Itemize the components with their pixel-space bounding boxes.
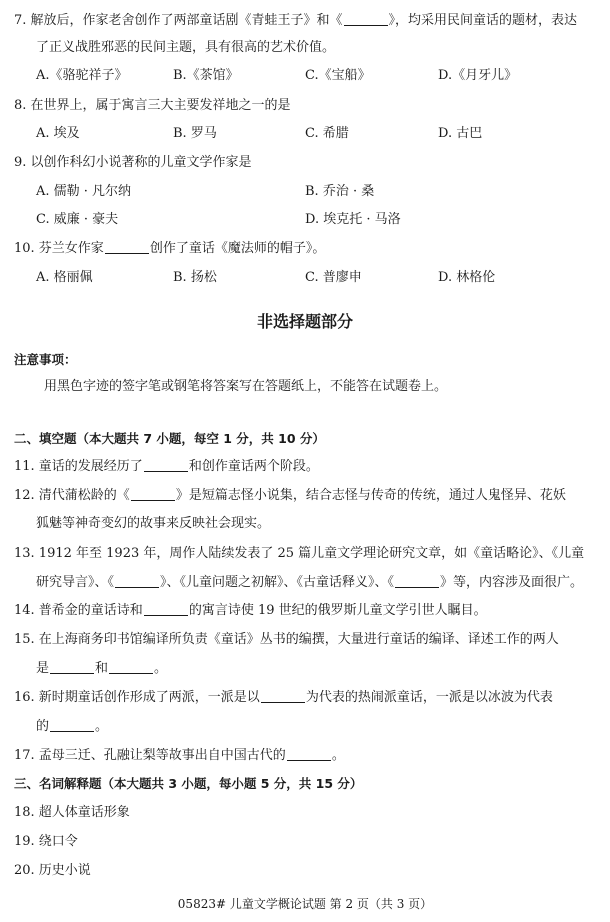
q8-option-b: B. 罗马 bbox=[173, 126, 217, 141]
question-7-stem-cont: 了正义战胜邪恶的民间主题，具有很高的艺术价值。 bbox=[36, 40, 336, 55]
q9-option-d: D. 埃克托 · 马洛 bbox=[305, 212, 401, 227]
question-12-cont: 狐魅等神奇变幻的故事来反映社会现实。 bbox=[36, 516, 271, 531]
q10-option-c: C. 普廖申 bbox=[305, 270, 362, 285]
q8-option-c: C. 希腊 bbox=[305, 126, 349, 141]
answer-blank bbox=[105, 239, 149, 254]
answer-blank bbox=[50, 659, 94, 674]
question-15: 15. 在上海商务印书馆编译所负责《童话》丛书的编撰，大量进行童话的编译、译述工作的两人 bbox=[14, 632, 559, 647]
answer-blank bbox=[109, 659, 153, 674]
answer-blank bbox=[287, 746, 331, 761]
question-19: 19. 绕口令 bbox=[14, 834, 78, 849]
part-2-heading: 二、填空题（本大题共 7 小题，每空 1 分，共 10 分） bbox=[14, 431, 325, 446]
answer-blank bbox=[144, 457, 188, 472]
question-16-cont: 的 。 bbox=[36, 719, 109, 734]
page-footer: 05823# 儿童文学概论试题 第 2 页（共 3 页） bbox=[177, 897, 433, 911]
answer-blank bbox=[395, 573, 439, 588]
question-18: 18. 超人体童话形象 bbox=[14, 805, 130, 820]
q10-option-a: A. 格丽佩 bbox=[36, 270, 93, 285]
q9-option-a: A. 儒勒 · 凡尔纳 bbox=[36, 184, 132, 199]
question-17: 17. 孟母三迁、孔融让梨等故事出自中国古代的 。 bbox=[14, 748, 345, 763]
q10-option-b: B. 扬松 bbox=[173, 270, 217, 285]
answer-blank bbox=[131, 486, 175, 501]
notice-text: 用黑色字迹的签字笔或钢笔将答案写在答题纸上，不能答在试题卷上。 bbox=[44, 379, 448, 394]
q9-option-b: B. 乔治 · 桑 bbox=[305, 184, 375, 199]
q9-option-c: C. 威廉 · 豪夫 bbox=[36, 212, 119, 227]
question-16: 16. 新时期童话创作形成了两派，一派是以 为代表的热闹派童话，一派是以冰波为代表 bbox=[14, 690, 553, 705]
answer-blank bbox=[115, 573, 159, 588]
part-3-heading: 三、名词解释题（本大题共 3 小题，每小题 5 分，共 15 分） bbox=[14, 776, 363, 791]
q7-option-a: A.《骆驼祥子》 bbox=[36, 68, 128, 83]
section-title: 非选择题部分 bbox=[256, 312, 353, 331]
question-14: 14. 普希金的童话诗和 的寓言诗使 19 世纪的俄罗斯儿童文学引世人瞩目。 bbox=[14, 603, 487, 618]
question-20: 20. 历史小说 bbox=[14, 863, 91, 878]
q7-option-b: B.《茶馆》 bbox=[173, 68, 239, 83]
answer-blank bbox=[50, 717, 94, 732]
q8-option-d: D. 古巴 bbox=[438, 126, 483, 141]
question-11: 11. 童话的发展经历了 和创作童话两个阶段。 bbox=[14, 459, 319, 474]
question-15-cont: 是 和 。 bbox=[36, 661, 168, 676]
question-9-stem: 9. 以创作科幻小说著称的儿童文学作家是 bbox=[14, 155, 252, 170]
q7-option-c: C.《宝船》 bbox=[305, 68, 371, 83]
q8-option-a: A. 埃及 bbox=[36, 126, 80, 141]
question-7-stem: 7. 解放后，作家老舍创作了两部童话剧《青蛙王子》和《 》，均采用民间童话的题材，表达 bbox=[14, 13, 578, 28]
q10-option-d: D. 林格伦 bbox=[438, 270, 496, 285]
question-8-stem: 8. 在世界上，属于寓言三大主要发祥地之一的是 bbox=[14, 98, 291, 113]
question-13-cont: 研究导言》、《 》、《儿童问题之初解》、《古童话释义》、《 》等，内容涉及面很广。 bbox=[36, 575, 584, 590]
answer-blank bbox=[261, 688, 305, 703]
question-12: 12. 清代蒲松龄的《 》是短篇志怪小说集，结合志怪与传奇的传统，通过人鬼怪异、花妖 bbox=[14, 488, 566, 503]
notice-heading: 注意事项： bbox=[14, 352, 77, 367]
answer-blank bbox=[144, 601, 188, 616]
question-10-stem: 10. 芬兰女作家 创作了童话《魔法师的帽子》。 bbox=[14, 241, 326, 256]
question-13: 13. 1912 年至 1923 年，周作人陆续发表了 25 篇儿童文学理论研究文章，如《童话略论》、《儿童 bbox=[14, 546, 585, 561]
q7-option-d: D.《月牙儿》 bbox=[438, 68, 518, 83]
answer-blank bbox=[344, 11, 388, 26]
